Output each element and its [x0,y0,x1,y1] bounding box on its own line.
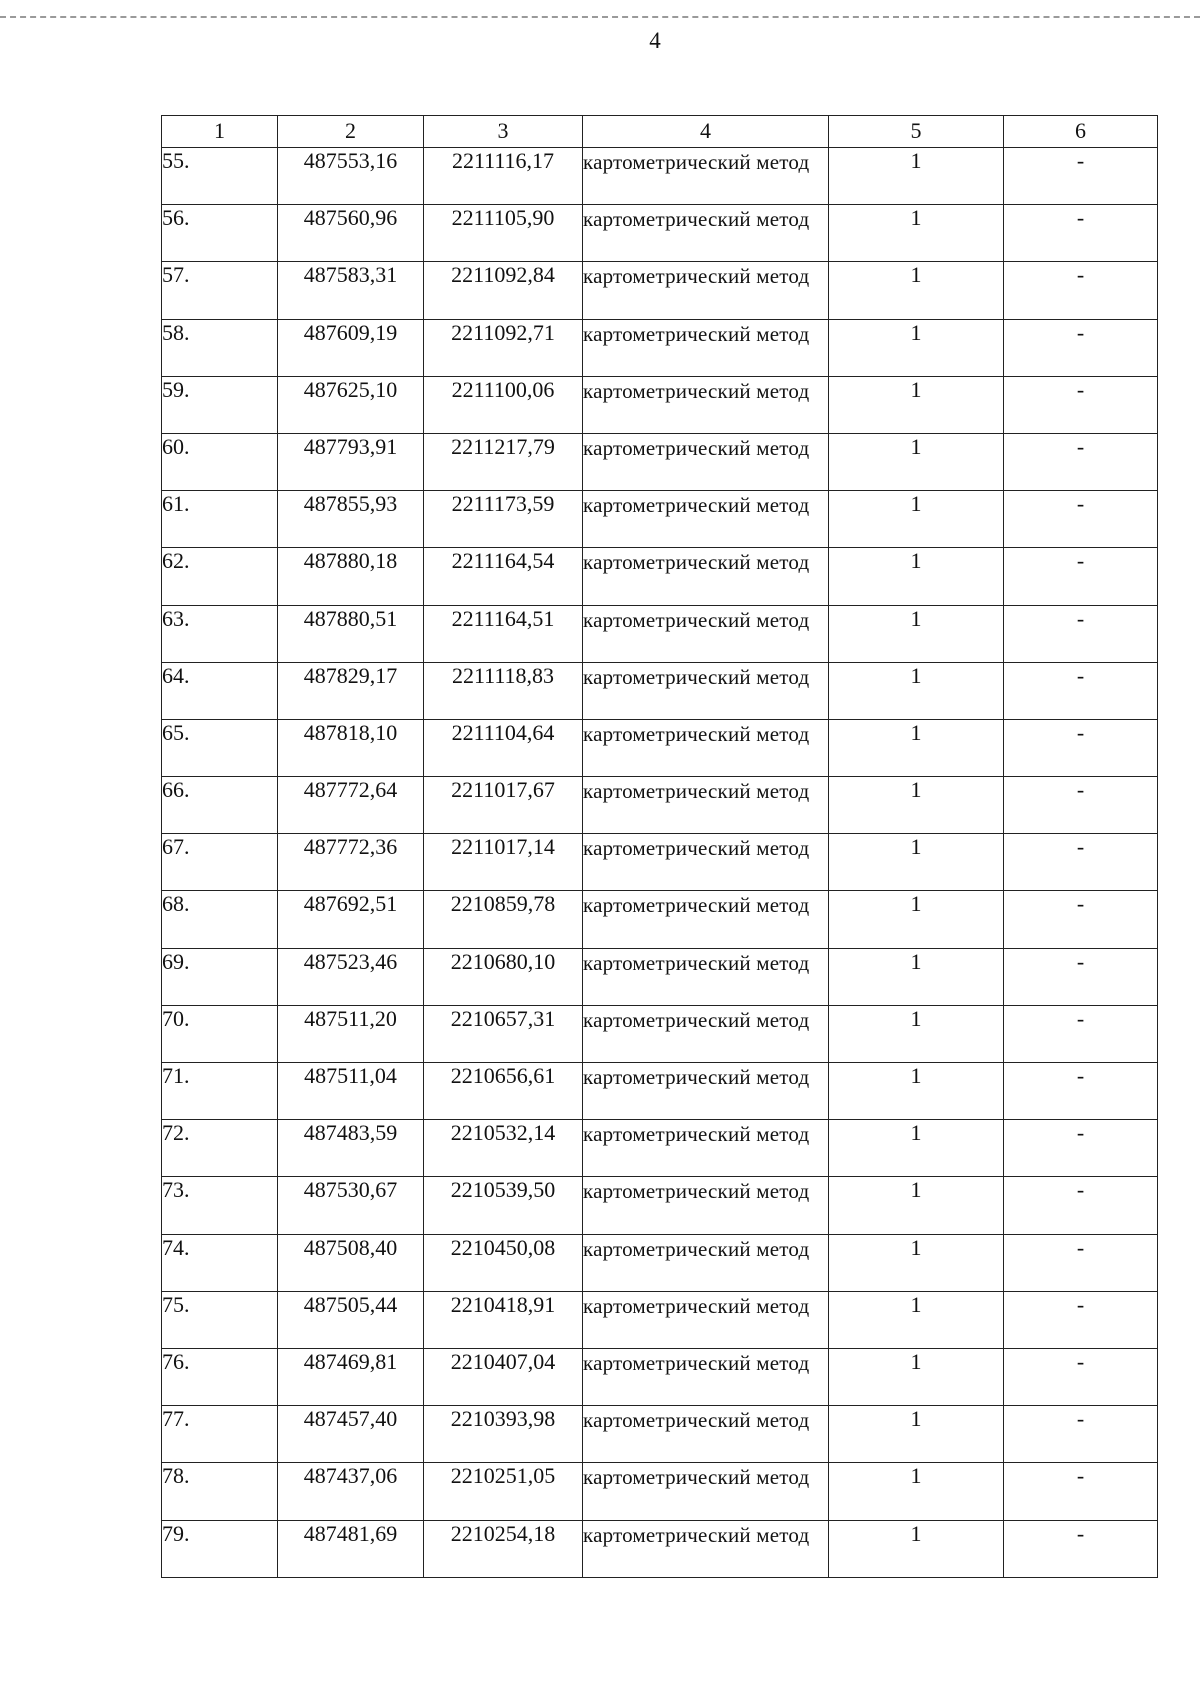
accuracy-cell: 1 [829,1234,1004,1291]
x-coordinate-cell: 487880,18 [278,548,424,605]
y-coordinate-cell: 2211017,67 [424,777,583,834]
table-row [162,1463,1158,1520]
y-coordinate-cell: 2211017,14 [424,834,583,891]
method-cell: картометрический метод [583,1463,829,1520]
x-coordinate-cell: 487855,93 [278,491,424,548]
note-cell: - [1004,1291,1158,1348]
point-number-cell: 56. [162,205,278,262]
y-coordinate-cell: 2210393,98 [424,1406,583,1463]
table-row [162,662,1158,719]
note-cell: - [1004,548,1158,605]
method-cell: картометрический метод [583,1348,829,1405]
table-row [162,719,1158,776]
y-coordinate-cell: 2210657,31 [424,1005,583,1062]
note-cell: - [1004,319,1158,376]
accuracy-cell: 1 [829,262,1004,319]
point-number-cell: 72. [162,1120,278,1177]
scan-edge-line [0,16,1200,18]
accuracy-cell: 1 [829,1348,1004,1405]
accuracy-cell: 1 [829,148,1004,205]
x-coordinate-cell: 487772,36 [278,834,424,891]
point-number-cell: 55. [162,148,278,205]
point-number-cell: 67. [162,834,278,891]
table-row [162,1234,1158,1291]
table-row [162,891,1158,948]
note-cell: - [1004,1348,1158,1405]
y-coordinate-cell: 2211164,54 [424,548,583,605]
point-number-cell: 73. [162,1177,278,1234]
coordinates-table [161,115,1158,1578]
accuracy-cell: 1 [829,1463,1004,1520]
note-cell: - [1004,1234,1158,1291]
y-coordinate-cell: 2210450,08 [424,1234,583,1291]
column-header-5: 5 [829,116,1004,148]
y-coordinate-cell: 2210656,61 [424,1063,583,1120]
method-cell: картометрический метод [583,548,829,605]
accuracy-cell: 1 [829,605,1004,662]
method-cell: картометрический метод [583,948,829,1005]
y-coordinate-cell: 2211173,59 [424,491,583,548]
y-coordinate-cell: 2211105,90 [424,205,583,262]
note-cell: - [1004,834,1158,891]
x-coordinate-cell: 487560,96 [278,205,424,262]
x-coordinate-cell: 487481,69 [278,1520,424,1577]
column-header-3: 3 [424,116,583,148]
method-cell: картометрический метод [583,376,829,433]
note-cell: - [1004,777,1158,834]
method-cell: картометрический метод [583,891,829,948]
accuracy-cell: 1 [829,1005,1004,1062]
method-cell: картометрический метод [583,205,829,262]
point-number-cell: 65. [162,719,278,776]
accuracy-cell: 1 [829,1520,1004,1577]
accuracy-cell: 1 [829,1120,1004,1177]
table-row [162,376,1158,433]
column-header-6: 6 [1004,116,1158,148]
x-coordinate-cell: 487469,81 [278,1348,424,1405]
point-number-cell: 76. [162,1348,278,1405]
table-row [162,1120,1158,1177]
point-number-cell: 75. [162,1291,278,1348]
x-coordinate-cell: 487583,31 [278,262,424,319]
method-cell: картометрический метод [583,719,829,776]
method-cell: картометрический метод [583,491,829,548]
method-cell: картометрический метод [583,1291,829,1348]
table-row [162,948,1158,1005]
table-row [162,1520,1158,1577]
y-coordinate-cell: 2210859,78 [424,891,583,948]
note-cell: - [1004,1520,1158,1577]
x-coordinate-cell: 487508,40 [278,1234,424,1291]
point-number-cell: 69. [162,948,278,1005]
method-cell: картометрический метод [583,148,829,205]
accuracy-cell: 1 [829,662,1004,719]
page-number: 4 [649,28,661,53]
x-coordinate-cell: 487609,19 [278,319,424,376]
y-coordinate-cell: 2211092,84 [424,262,583,319]
note-cell: - [1004,262,1158,319]
x-coordinate-cell: 487530,67 [278,1177,424,1234]
y-coordinate-cell: 2211100,06 [424,376,583,433]
table-row [162,777,1158,834]
point-number-cell: 63. [162,605,278,662]
point-number-cell: 57. [162,262,278,319]
point-number-cell: 64. [162,662,278,719]
y-coordinate-cell: 2210418,91 [424,1291,583,1348]
table-row [162,1406,1158,1463]
table-row [162,834,1158,891]
note-cell: - [1004,605,1158,662]
method-cell: картометрический метод [583,662,829,719]
accuracy-cell: 1 [829,319,1004,376]
x-coordinate-cell: 487793,91 [278,433,424,490]
y-coordinate-cell: 2211116,17 [424,148,583,205]
x-coordinate-cell: 487818,10 [278,719,424,776]
y-coordinate-cell: 2210539,50 [424,1177,583,1234]
method-cell: картометрический метод [583,777,829,834]
method-cell: картометрический метод [583,319,829,376]
table-row [162,605,1158,662]
table-row [162,148,1158,205]
accuracy-cell: 1 [829,948,1004,1005]
accuracy-cell: 1 [829,433,1004,490]
note-cell: - [1004,891,1158,948]
column-header-2: 2 [278,116,424,148]
x-coordinate-cell: 487772,64 [278,777,424,834]
table-row [162,262,1158,319]
y-coordinate-cell: 2211118,83 [424,662,583,719]
accuracy-cell: 1 [829,1291,1004,1348]
table-row [162,205,1158,262]
x-coordinate-cell: 487511,04 [278,1063,424,1120]
point-number-cell: 78. [162,1463,278,1520]
table-row [162,1005,1158,1062]
method-cell: картометрический метод [583,262,829,319]
note-cell: - [1004,1063,1158,1120]
method-cell: картометрический метод [583,834,829,891]
point-number-cell: 62. [162,548,278,605]
note-cell: - [1004,1406,1158,1463]
accuracy-cell: 1 [829,1177,1004,1234]
accuracy-cell: 1 [829,777,1004,834]
note-cell: - [1004,662,1158,719]
y-coordinate-cell: 2211104,64 [424,719,583,776]
method-cell: картометрический метод [583,605,829,662]
x-coordinate-cell: 487553,16 [278,148,424,205]
table-row [162,491,1158,548]
column-header-4: 4 [583,116,829,148]
table-row [162,1063,1158,1120]
point-number-cell: 79. [162,1520,278,1577]
accuracy-cell: 1 [829,548,1004,605]
table-row [162,548,1158,605]
method-cell: картометрический метод [583,1406,829,1463]
method-cell: картометрический метод [583,1120,829,1177]
note-cell: - [1004,433,1158,490]
x-coordinate-cell: 487511,20 [278,1005,424,1062]
accuracy-cell: 1 [829,376,1004,433]
point-number-cell: 77. [162,1406,278,1463]
point-number-cell: 61. [162,491,278,548]
note-cell: - [1004,376,1158,433]
x-coordinate-cell: 487880,51 [278,605,424,662]
point-number-cell: 60. [162,433,278,490]
point-number-cell: 58. [162,319,278,376]
x-coordinate-cell: 487437,06 [278,1463,424,1520]
accuracy-cell: 1 [829,834,1004,891]
x-coordinate-cell: 487692,51 [278,891,424,948]
column-header-1: 1 [162,116,278,148]
y-coordinate-cell: 2210407,04 [424,1348,583,1405]
note-cell: - [1004,719,1158,776]
table-row [162,1348,1158,1405]
x-coordinate-cell: 487483,59 [278,1120,424,1177]
table-row [162,1177,1158,1234]
accuracy-cell: 1 [829,491,1004,548]
table-row [162,319,1158,376]
point-number-cell: 68. [162,891,278,948]
x-coordinate-cell: 487523,46 [278,948,424,1005]
method-cell: картометрический метод [583,1520,829,1577]
x-coordinate-cell: 487829,17 [278,662,424,719]
accuracy-cell: 1 [829,205,1004,262]
x-coordinate-cell: 487505,44 [278,1291,424,1348]
point-number-cell: 70. [162,1005,278,1062]
accuracy-cell: 1 [829,1063,1004,1120]
table-header-row [162,116,1158,148]
point-number-cell: 71. [162,1063,278,1120]
note-cell: - [1004,205,1158,262]
method-cell: картометрический метод [583,1005,829,1062]
method-cell: картометрический метод [583,1063,829,1120]
note-cell: - [1004,1463,1158,1520]
accuracy-cell: 1 [829,1406,1004,1463]
y-coordinate-cell: 2210532,14 [424,1120,583,1177]
method-cell: картометрический метод [583,1177,829,1234]
table-row [162,1291,1158,1348]
accuracy-cell: 1 [829,719,1004,776]
note-cell: - [1004,1120,1158,1177]
y-coordinate-cell: 2210254,18 [424,1520,583,1577]
point-number-cell: 74. [162,1234,278,1291]
point-number-cell: 59. [162,376,278,433]
note-cell: - [1004,148,1158,205]
method-cell: картометрический метод [583,433,829,490]
table-body [162,148,1158,1578]
y-coordinate-cell: 2210680,10 [424,948,583,1005]
note-cell: - [1004,948,1158,1005]
y-coordinate-cell: 2211217,79 [424,433,583,490]
y-coordinate-cell: 2211164,51 [424,605,583,662]
x-coordinate-cell: 487457,40 [278,1406,424,1463]
point-number-cell: 66. [162,777,278,834]
y-coordinate-cell: 2210251,05 [424,1463,583,1520]
x-coordinate-cell: 487625,10 [278,376,424,433]
note-cell: - [1004,1005,1158,1062]
y-coordinate-cell: 2211092,71 [424,319,583,376]
note-cell: - [1004,491,1158,548]
method-cell: картометрический метод [583,1234,829,1291]
note-cell: - [1004,1177,1158,1234]
accuracy-cell: 1 [829,891,1004,948]
table-row [162,433,1158,490]
